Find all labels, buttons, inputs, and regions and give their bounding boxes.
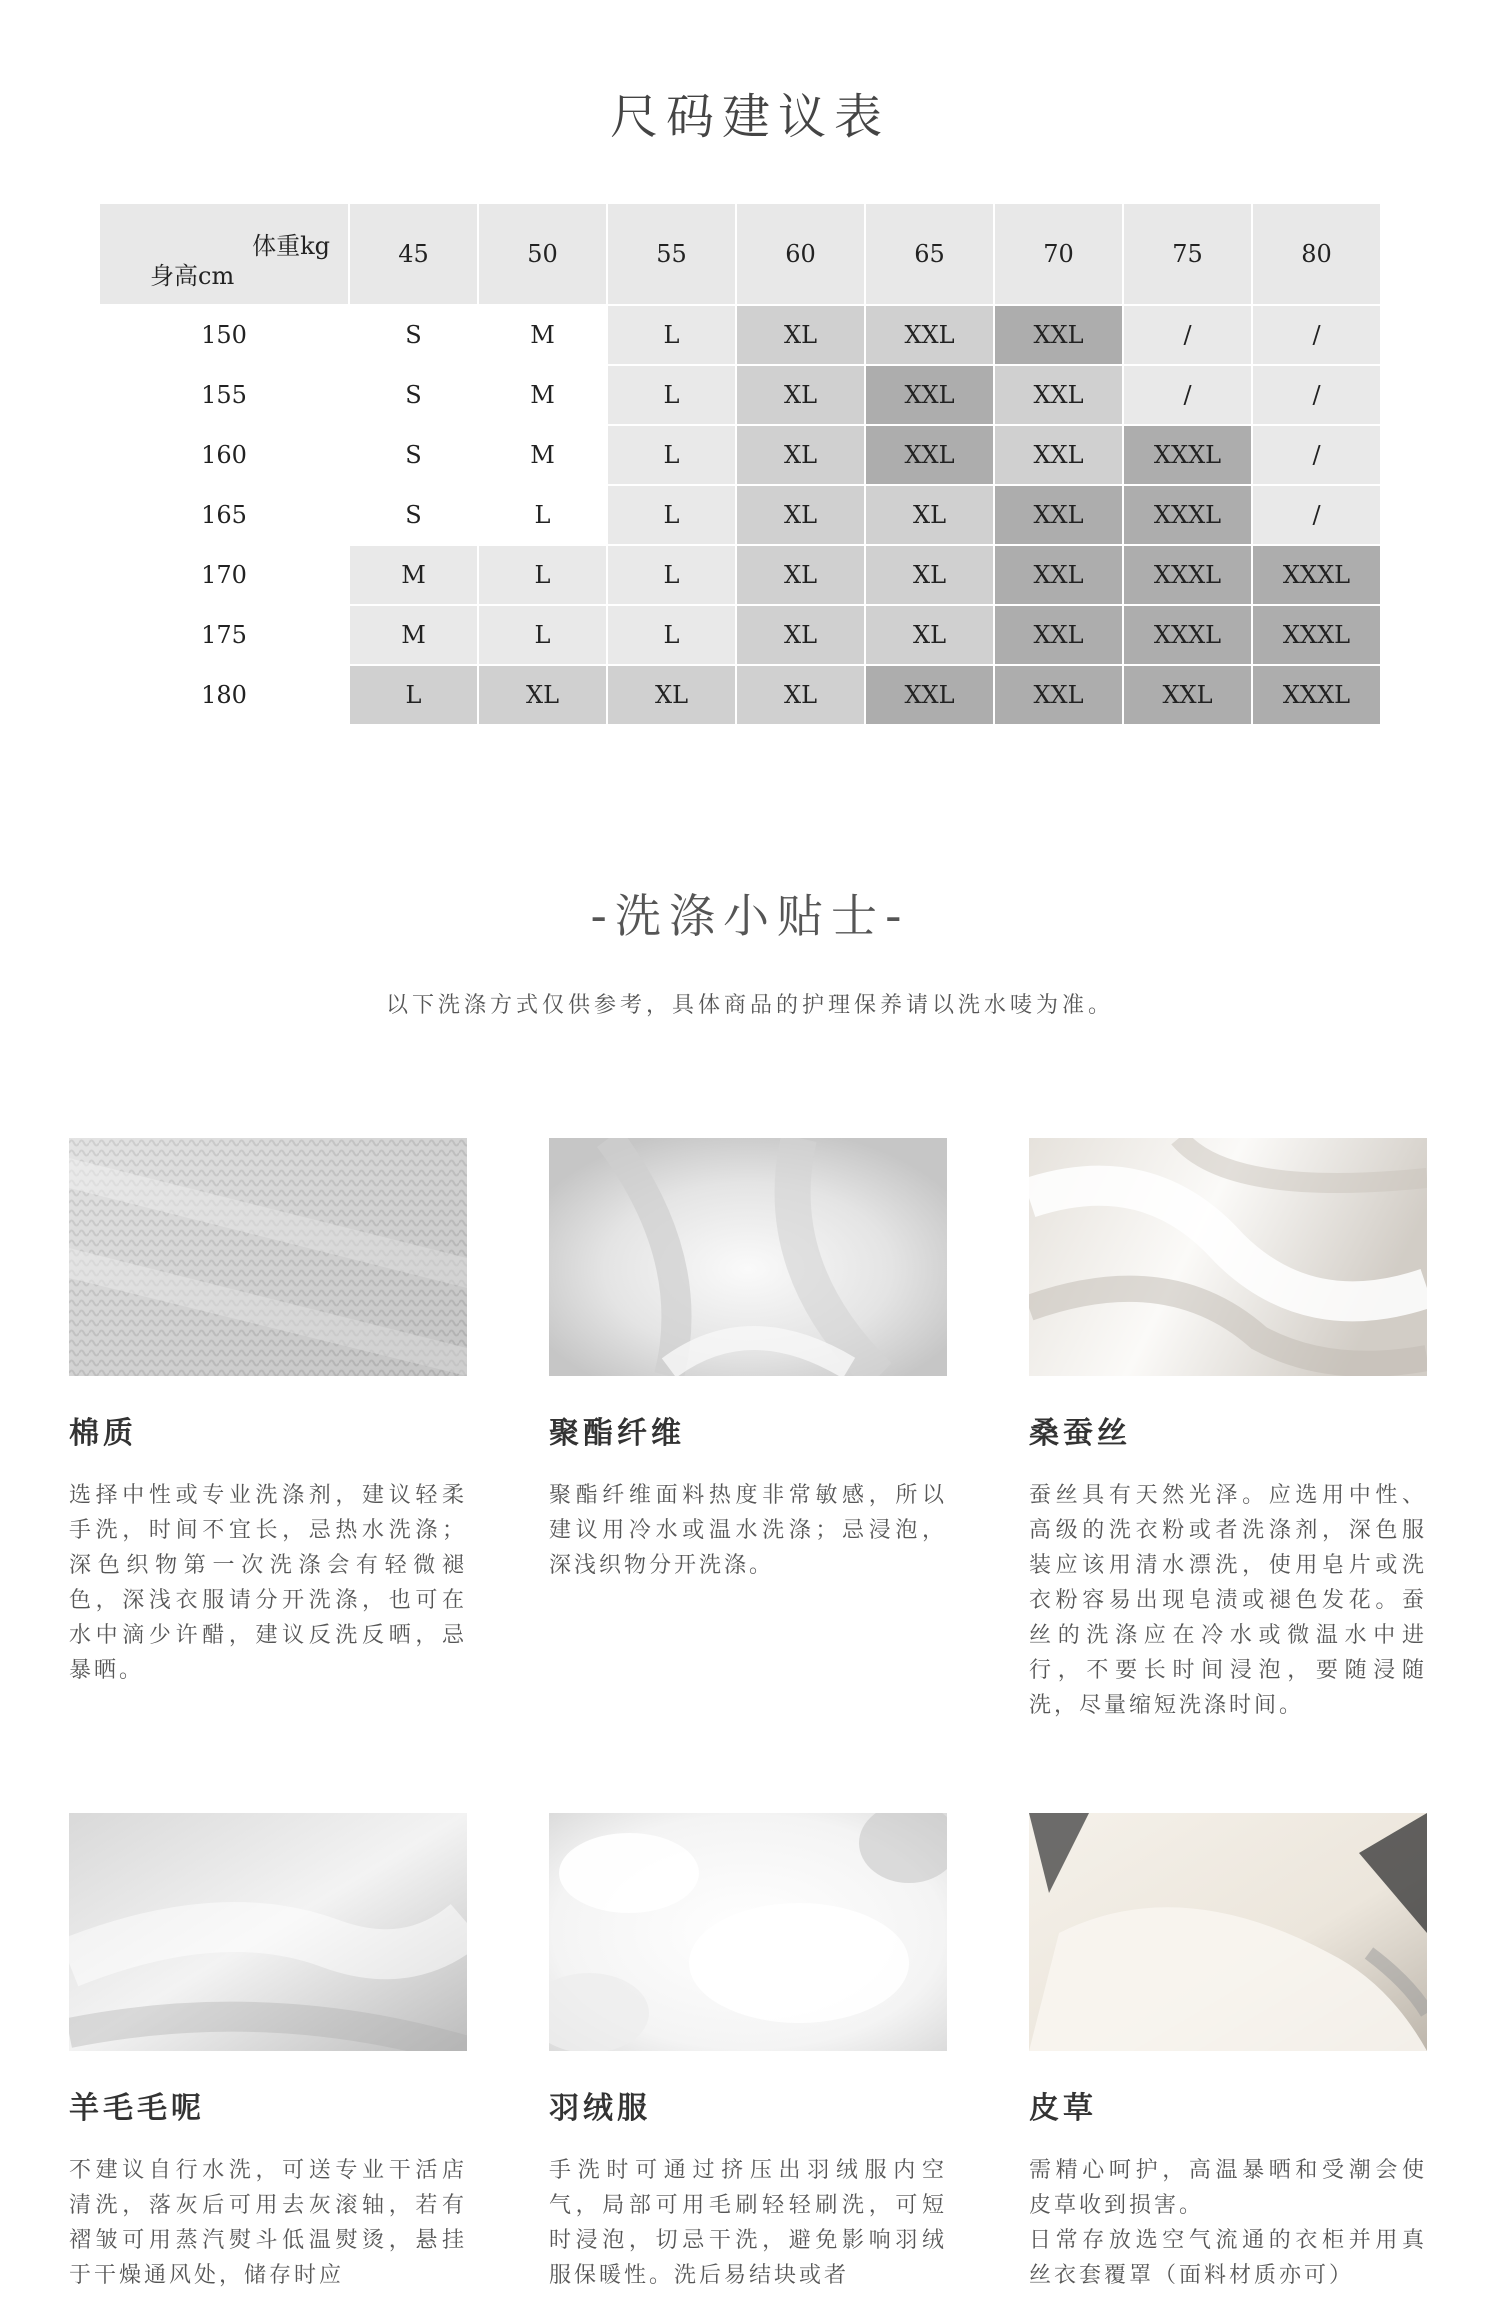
size-cell: L	[608, 426, 735, 484]
size-cell: M	[479, 366, 606, 424]
weight-header: 75	[1124, 204, 1251, 304]
wash-tips-title: -洗涤小贴士-	[590, 889, 910, 943]
size-cell: /	[1124, 366, 1251, 424]
size-cell: XL	[737, 606, 864, 664]
polyester-fabric-image	[549, 1138, 947, 1376]
cotton-fabric-image	[69, 1138, 467, 1376]
size-cell: XL	[737, 486, 864, 544]
height-label: 170	[100, 546, 348, 604]
height-label: 155	[100, 366, 348, 424]
card-title: 羊毛毛呢	[69, 2091, 205, 2126]
size-cell: XXL	[995, 426, 1122, 484]
size-cell: L	[479, 606, 606, 664]
wash-card-wool	[69, 1813, 467, 2293]
size-cell: XL	[737, 666, 864, 724]
size-cell: L	[479, 546, 606, 604]
weight-header: 55	[608, 204, 735, 304]
size-cell: L	[350, 666, 477, 724]
wash-card-silk	[1029, 1138, 1427, 1723]
size-cell: L	[608, 546, 735, 604]
size-cell: XXL	[995, 306, 1122, 364]
silk-fabric-image	[1029, 1138, 1427, 1376]
size-cell: XXXL	[1124, 606, 1251, 664]
weight-axis-label: 体重kg	[252, 232, 330, 260]
size-cell: M	[479, 426, 606, 484]
size-cell: M	[350, 546, 477, 604]
size-cell: XL	[737, 546, 864, 604]
size-cell: XXL	[995, 366, 1122, 424]
wash-card-cotton	[69, 1138, 467, 1688]
size-cell: XXL	[995, 606, 1122, 664]
size-cell: L	[608, 306, 735, 364]
size-cell: XL	[866, 546, 993, 604]
card-text: 手洗时可通过挤压出羽绒服内空气，局部可用毛刷轻轻刷洗，可短时浸泡，切忌干洗，避免影响羽绒服保暖性。洗后易结块或者	[549, 2158, 947, 2288]
size-cell: XL	[608, 666, 735, 724]
size-cell: /	[1253, 306, 1380, 364]
size-cell: XL	[737, 426, 864, 484]
size-cell: XXL	[995, 486, 1122, 544]
size-row	[100, 546, 1380, 604]
size-cell: XXXL	[1124, 546, 1251, 604]
wash-tips-subtitle: 以下洗涤方式仅供参考，具体商品的护理保养请以洗水唛为准。	[385, 993, 1114, 1018]
size-cell: M	[479, 306, 606, 364]
size-cell: S	[350, 426, 477, 484]
wash-card-down	[549, 1813, 947, 2293]
weight-header: 80	[1253, 204, 1380, 304]
size-cell: XL	[737, 306, 864, 364]
size-row	[100, 606, 1380, 664]
size-row	[100, 486, 1380, 544]
card-text: 不建议自行水洗，可送专业干活店清洗，落灰后可用去灰滚轴，若有褶皱可用蒸汽熨斗低温熨烫，悬挂于干燥通风处，储存时应	[69, 2158, 467, 2288]
wool-fabric-image	[69, 1813, 467, 2051]
size-cell: S	[350, 306, 477, 364]
size-cell: L	[608, 606, 735, 664]
card-text: 聚酯纤维面料热度非常敏感，所以建议用冷水或温水洗涤；忌浸泡，深浅织物分开洗涤。	[549, 1483, 947, 1578]
size-cell: XXL	[866, 306, 993, 364]
height-axis-label: 身高cm	[150, 262, 235, 290]
size-cell: S	[350, 366, 477, 424]
height-label: 150	[100, 306, 348, 364]
size-cell: /	[1253, 486, 1380, 544]
size-cell: XXL	[995, 546, 1122, 604]
wash-card-polyester	[549, 1138, 947, 1583]
size-cell: L	[608, 486, 735, 544]
card-text: 选择中性或专业洗涤剂，建议轻柔手洗，时间不宜长，忌热水洗涤；深色织物第一次洗涤会有轻微褪色，深浅衣服请分开洗涤，也可在水中滴少许醋，建议反洗反晒，忌暴晒。	[69, 1483, 467, 1683]
wash-card-fur	[1029, 1813, 1427, 2293]
height-label: 180	[100, 666, 348, 724]
size-cell: XL	[479, 666, 606, 724]
size-row	[100, 666, 1380, 724]
size-cell: XL	[737, 366, 864, 424]
size-cell: XXXL	[1124, 426, 1251, 484]
weight-header: 45	[350, 204, 477, 304]
size-cell: XXXL	[1253, 546, 1380, 604]
size-cell: /	[1124, 306, 1251, 364]
weight-header: 60	[737, 204, 864, 304]
size-cell: XXL	[866, 426, 993, 484]
card-text: 蚕丝具有天然光泽。应选用中性、高级的洗衣粉或者洗涤剂，深色服装应该用清水漂洗，使用皂片或洗衣粉容易出现皂渍或褪色发花。蚕丝的洗涤应在冷水或微温水中进行，不要长时间浸泡，要随浸随洗，尽量缩短洗涤时间。	[1029, 1483, 1427, 1718]
fur-image	[1029, 1813, 1427, 2051]
corner-cell	[100, 204, 348, 304]
weight-header: 65	[866, 204, 993, 304]
card-title: 聚酯纤维	[549, 1416, 685, 1451]
size-cell: XL	[866, 606, 993, 664]
card-title: 棉质	[69, 1416, 137, 1451]
height-label: 165	[100, 486, 348, 544]
height-label: 160	[100, 426, 348, 484]
size-cell: /	[1253, 426, 1380, 484]
size-cell: L	[608, 366, 735, 424]
size-cell: L	[479, 486, 606, 544]
card-title: 羽绒服	[549, 2091, 651, 2126]
size-cell: XXL	[866, 666, 993, 724]
size-row	[100, 366, 1380, 424]
size-cell: S	[350, 486, 477, 544]
size-cell: /	[1253, 366, 1380, 424]
size-chart-table	[98, 202, 1382, 726]
size-row	[100, 426, 1380, 484]
card-title: 桑蚕丝	[1029, 1416, 1131, 1451]
weight-header: 70	[995, 204, 1122, 304]
height-label: 175	[100, 606, 348, 664]
weight-header: 50	[479, 204, 606, 304]
size-chart-title: 尺码建议表	[609, 89, 890, 145]
size-chart-header-row	[100, 204, 1380, 304]
size-cell: XXL	[995, 666, 1122, 724]
size-cell: XL	[866, 486, 993, 544]
card-title: 皮草	[1029, 2091, 1097, 2126]
size-cell: XXXL	[1253, 666, 1380, 724]
size-cell: XXL	[1124, 666, 1251, 724]
card-text: 需精心呵护，高温暴晒和受潮会使皮草收到损害。 日常存放选空气流通的衣柜并用真丝衣套覆罩（面料材质亦可）	[1029, 2158, 1427, 2288]
size-cell: XXXL	[1253, 606, 1380, 664]
size-cell: XXL	[866, 366, 993, 424]
size-row	[100, 306, 1380, 364]
size-cell: M	[350, 606, 477, 664]
down-feather-image	[549, 1813, 947, 2051]
size-cell: XXXL	[1124, 486, 1251, 544]
